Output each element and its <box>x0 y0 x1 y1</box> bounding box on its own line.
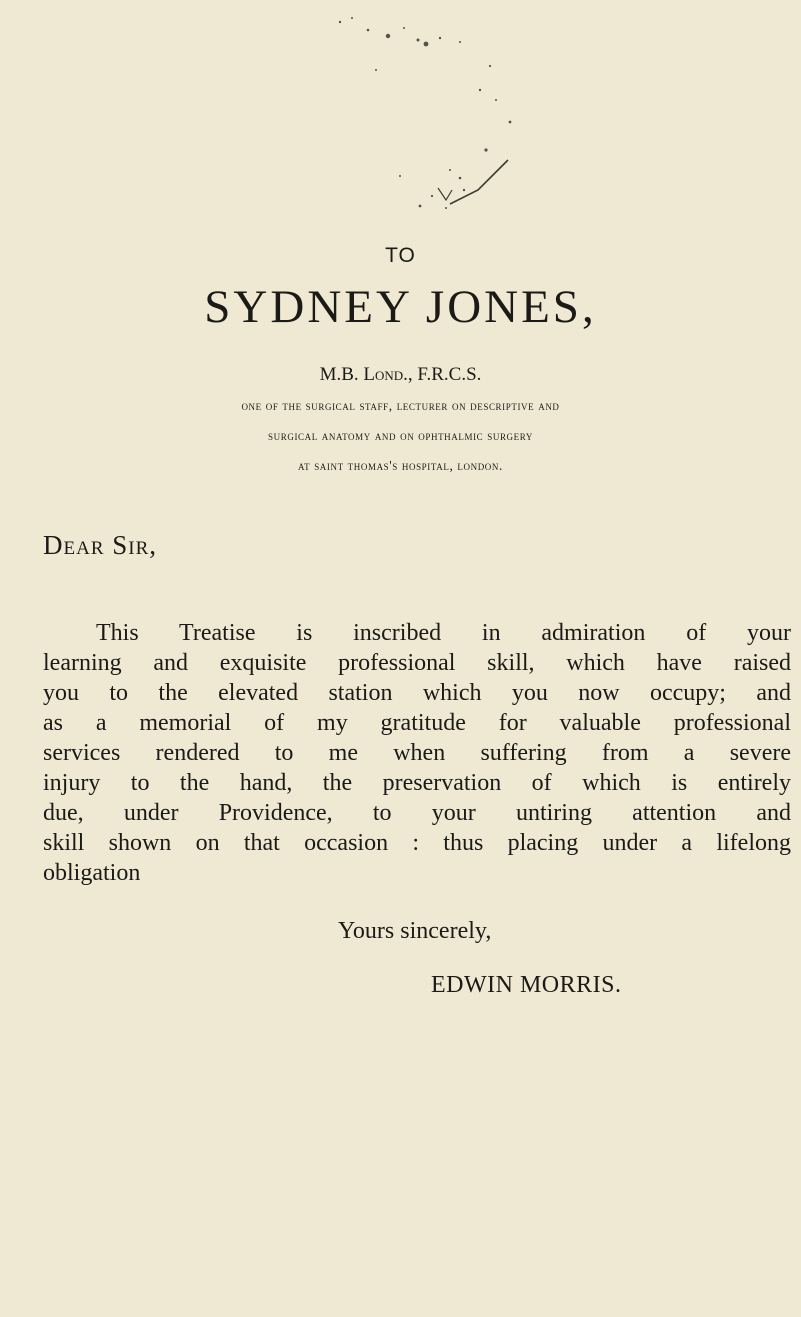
dedicatee-description-line: surgical anatomy and on ophthalmic surgery <box>268 428 533 443</box>
dedicatee-degrees: M.B. Lond., F.R.C.S. <box>319 364 482 385</box>
ink-smudge-marks <box>300 0 540 230</box>
dedicatee-description-line: one of the surgical staff, lecturer on descriptive and <box>241 398 560 413</box>
letter-body-line: learning and exquisite professional skill, which have raised <box>43 650 791 676</box>
dedication-to: TO <box>385 244 416 267</box>
letter-closing: Yours sincerely, <box>338 918 492 944</box>
letter-body-line: injury to the hand, the preservation of which is entirely <box>43 770 791 796</box>
dedicatee-description-line: at saint thomas's hospital, london. <box>298 458 503 473</box>
letter-body-line: due, under Providence, to your untiring attention and <box>43 800 791 826</box>
letter-salutation: Dear Sir, <box>43 530 158 560</box>
letter-signature: EDWIN MORRIS. <box>431 972 622 998</box>
dedicatee-name: SYDNEY JONES, <box>204 281 597 333</box>
letter-body-line: skill shown on that occasion : thus placing under a lifelong <box>43 830 791 856</box>
letter-body-line: as a memorial of my gratitude for valuable professional <box>43 710 791 736</box>
letter-body-line: you to the elevated station which you now occupy; and <box>43 680 791 706</box>
letter-body-line: This Treatise is inscribed in admiration of your <box>96 620 791 646</box>
letter-body-line: obligation <box>43 860 141 886</box>
letter-body-line: services rendered to me when suffering from a severe <box>43 740 791 766</box>
